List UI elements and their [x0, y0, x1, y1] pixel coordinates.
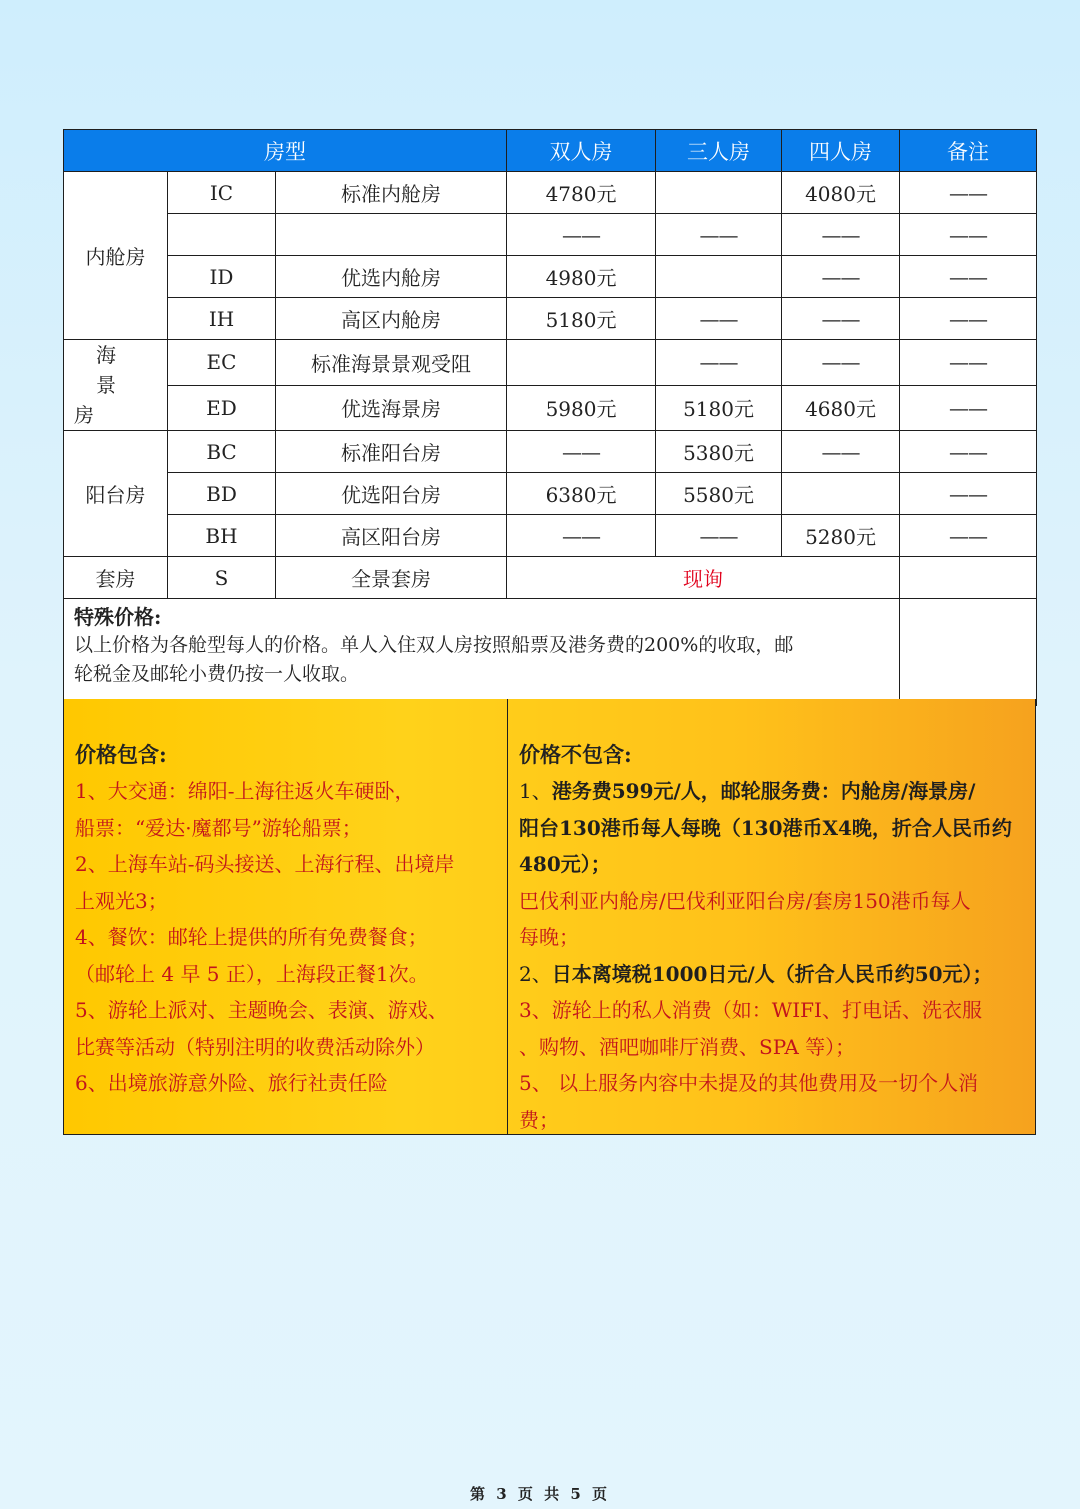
- excludes-line: 480元）；: [519, 852, 611, 876]
- table-row: [64, 256, 1037, 298]
- group-seaview: [64, 340, 168, 431]
- cell-triple: [656, 172, 782, 214]
- special-price-line: 以上价格为各舱型每人的价格。单人入住双人房按照船票及港务费的200%的收取，邮: [74, 634, 794, 656]
- page-number: 第 3 页 共 5 页: [470, 1485, 610, 1503]
- cell-name: 优选海景房: [276, 385, 507, 431]
- group-suite: 套房: [64, 557, 168, 599]
- includes-line: 上观光3；: [75, 888, 168, 913]
- table-row-suite: [64, 557, 1037, 599]
- cell-code: ID: [168, 256, 276, 298]
- cell-name: 标准内舱房: [276, 172, 507, 214]
- cell-remark: [900, 557, 1037, 599]
- header-double: 双人房: [507, 130, 656, 172]
- group-inside: 内舱房: [64, 172, 168, 340]
- excludes-line: 巴伐利亚内舱房/巴伐利亚阳台房/套房150港币每人: [519, 888, 971, 913]
- cell-remark: ——: [900, 298, 1037, 340]
- cell-code: EC: [168, 340, 276, 386]
- includes-title: 价格包含:: [75, 742, 167, 767]
- cell-quad: ——: [782, 431, 900, 473]
- cell-name: [276, 214, 507, 256]
- cell-triple: ——: [656, 340, 782, 386]
- cell-double: 6380元: [507, 473, 656, 515]
- cell-code: ED: [168, 385, 276, 431]
- cell-triple: ——: [656, 214, 782, 256]
- cell-code: BC: [168, 431, 276, 473]
- cell-triple: [656, 256, 782, 298]
- cell-code: IH: [168, 298, 276, 340]
- header-room-type: 房型: [64, 130, 507, 172]
- cell-double: 4980元: [507, 256, 656, 298]
- excludes-title: 价格不包含:: [519, 742, 632, 767]
- excludes-num: 2、: [519, 961, 552, 986]
- excludes-line: 费；: [519, 1107, 559, 1132]
- cell-double: ——: [507, 515, 656, 557]
- cell-code: BH: [168, 515, 276, 557]
- table-header-row: [64, 130, 1037, 172]
- table-row: [64, 385, 1037, 431]
- cell-name: 优选阳台房: [276, 473, 507, 515]
- cell-triple: 5380元: [656, 431, 782, 473]
- cell-quad: 4080元: [782, 172, 900, 214]
- excludes-line: [519, 773, 1023, 810]
- cell-remark: ——: [900, 431, 1037, 473]
- table-row: [64, 172, 1037, 214]
- table-row: [64, 298, 1037, 340]
- special-price-cell: [64, 599, 900, 706]
- excludes-line: 3、游轮上的私人消费（如：WIFI、打电话、洗衣服: [519, 998, 982, 1022]
- cell-name: 标准阳台房: [276, 431, 507, 473]
- includes-line: 2、上海车站-码头接送、上海行程、出境岸: [75, 852, 455, 876]
- includes-line: 船票：“爱达·魔都号”游轮船票；: [75, 815, 362, 840]
- cell-name: 标准海景景观受阻: [276, 340, 507, 386]
- price-notes: [63, 699, 1036, 1135]
- special-price-title: 特殊价格:: [74, 605, 162, 629]
- excludes-line: 5、 以上服务内容中未提及的其他费用及一切个人消: [519, 1071, 979, 1095]
- excludes-bold: 日本离境税1000日元/人（折合人民币约50元）；: [551, 961, 993, 986]
- cell-triple: 5580元: [656, 473, 782, 515]
- table-row: [64, 473, 1037, 515]
- cell-double: 5180元: [507, 298, 656, 340]
- cell-remark: ——: [900, 256, 1037, 298]
- cell-quad: 4680元: [782, 385, 900, 431]
- cell-name: 优选内舱房: [276, 256, 507, 298]
- includes-line: 4、餐饮：邮轮上提供的所有免费餐食；: [75, 925, 428, 949]
- cell-remark: ——: [900, 473, 1037, 515]
- special-remark-cell: [900, 599, 1037, 706]
- cell-remark: ——: [900, 340, 1037, 386]
- excludes-line: 每晚；: [519, 925, 579, 949]
- excludes-column: [508, 699, 1035, 1134]
- special-price-line: 轮税金及邮轮小费仍按一人收取。: [74, 663, 360, 685]
- cell-double: [507, 340, 656, 386]
- cell-name: 高区阳台房: [276, 515, 507, 557]
- excludes-line: [519, 956, 1023, 993]
- includes-line: 比赛等活动（特别注明的收费活动除外）: [75, 1034, 435, 1059]
- cell-triple: 5180元: [656, 385, 782, 431]
- cell-name: 高区内舱房: [276, 298, 507, 340]
- price-table: [63, 129, 1037, 706]
- includes-column: [64, 699, 508, 1134]
- cell-triple: ——: [656, 298, 782, 340]
- cell-name: 全景套房: [276, 557, 507, 599]
- excludes-bold: 港务费599元/人，邮轮服务费：内舱房/海景房/: [551, 779, 976, 803]
- cell-quad: 5280元: [782, 515, 900, 557]
- cell-double: 4780元: [507, 172, 656, 214]
- cell-code: BD: [168, 473, 276, 515]
- cell-quad: ——: [782, 214, 900, 256]
- table-row: [64, 431, 1037, 473]
- cell-remark: ——: [900, 214, 1037, 256]
- excludes-line: 、购物、酒吧咖啡厅消费、SPA 等）；: [519, 1034, 856, 1059]
- table-row: [64, 214, 1037, 256]
- cell-remark: ——: [900, 385, 1037, 431]
- header-remark: 备注: [900, 130, 1037, 172]
- cell-remark: ——: [900, 515, 1037, 557]
- group-balcony: 阳台房: [64, 431, 168, 557]
- cell-quad: ——: [782, 298, 900, 340]
- cell-quad: ——: [782, 340, 900, 386]
- cell-double: 5980元: [507, 385, 656, 431]
- special-price-row: [64, 599, 1037, 706]
- cell-code: IC: [168, 172, 276, 214]
- group-seaview-line1: 海 景: [96, 343, 138, 397]
- cell-code: S: [168, 557, 276, 599]
- suite-price: 现询: [507, 557, 900, 599]
- cell-remark: ——: [900, 172, 1037, 214]
- header-quad: 四人房: [782, 130, 900, 172]
- table-row: [64, 340, 1037, 386]
- includes-line: 1、大交通：绵阳-上海往返火车硬卧，: [75, 779, 415, 803]
- cell-double: ——: [507, 214, 656, 256]
- cell-code: [168, 214, 276, 256]
- includes-line: （邮轮上 4 早 5 正），上海段正餐1次。: [75, 961, 429, 986]
- cell-quad: [782, 473, 900, 515]
- cell-double: ——: [507, 431, 656, 473]
- group-seaview-line2: 房: [74, 403, 94, 427]
- includes-line: 5、游轮上派对、主题晚会、表演、游戏、: [75, 998, 448, 1022]
- cell-quad: ——: [782, 256, 900, 298]
- header-triple: 三人房: [656, 130, 782, 172]
- excludes-num: 1、: [519, 779, 552, 803]
- excludes-line: 阳台130港币每人每晚（130港币X4晚，折合人民币约: [519, 815, 1012, 840]
- table-row: [64, 515, 1037, 557]
- cell-triple: ——: [656, 515, 782, 557]
- includes-line: 6、出境旅游意外险、旅行社责任险: [75, 1071, 388, 1095]
